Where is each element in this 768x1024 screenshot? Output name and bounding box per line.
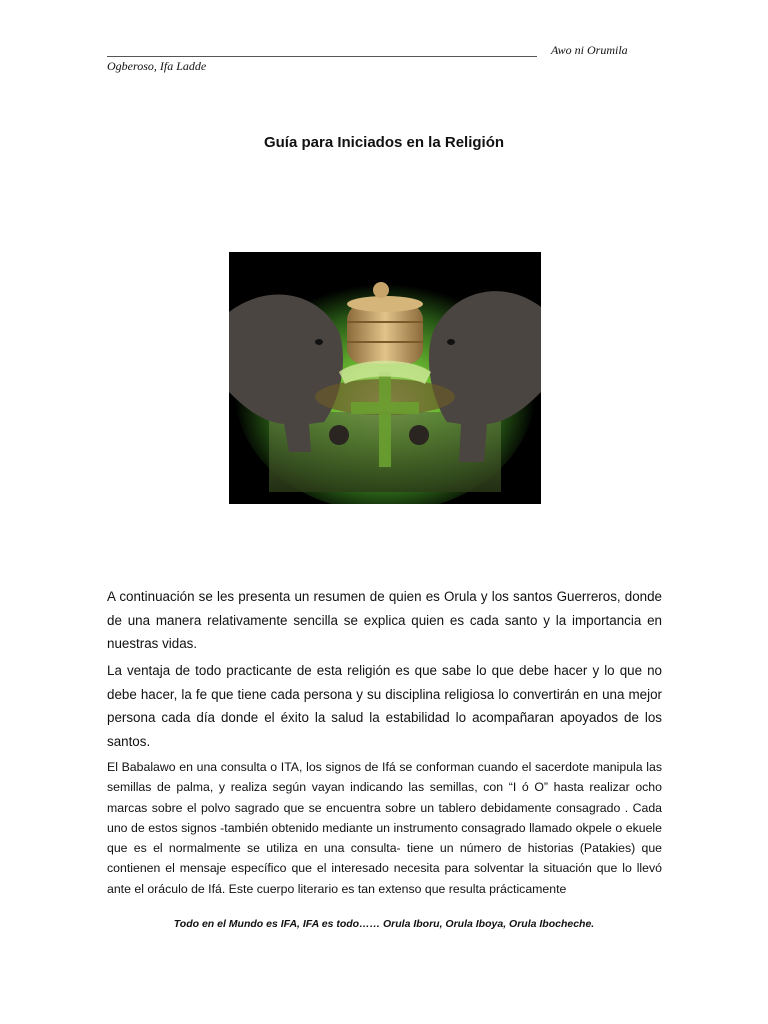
page-footer: Todo en el Mundo es IFA, IFA es todo…… Orula Iboru, Orula Iboya, Orula Ibocheche. bbox=[173, 918, 595, 930]
figure-image bbox=[229, 252, 541, 504]
paragraph-1: A continuación se les presenta un resumen de quien es Orula y los santos Guerreros, donde de una manera relativamente sencilla se explica quien es cada santo y la importancia en nuestras vidas. bbox=[107, 589, 662, 651]
page-title: Guía para Iniciados en la Religión bbox=[263, 134, 505, 151]
wooden-jar bbox=[347, 304, 423, 364]
paragraph-2: La ventaja de todo practicante de esta religión es que sabe lo que debe hacer y lo que no debe hacer, la fe que tiene cada persona y su disciplina religiosa lo convertirán en una mejor persona cada día donde el éxito la salud la estabilidad lo acompañaran apoyados de los santos. bbox=[107, 663, 662, 749]
paragraph-3: El Babalawo en una consulta o ITA, los signos de Ifá se conforman cuando el sacerdote manipula las semillas de palma, y realiza según vayan indicando las semillas, con “I ó O” hasta realizar ocho marcas sobre el polvo sagrado que se encuentra sobre un tablero debidamente consagrado . Cada uno de estos signos -también obtenido mediante un instrumento consagrado llamado okpele o ekuele que es el normalmente se utiliza en una consulta- tiene un número de historias (Patakies) que contienen el mensaje específico que el interesado necesita para solventar la situación que lo llevó ante el oráculo de Ifá. Este cuerpo literario es tan extenso que resulta prácticamente bbox=[107, 760, 662, 896]
header-left-text: Ogberoso, Ifa Ladde bbox=[107, 59, 207, 73]
header-rule bbox=[107, 56, 537, 57]
header-right-text: Awo ni Orumila bbox=[551, 43, 628, 57]
jar-lid-knob bbox=[373, 282, 389, 298]
